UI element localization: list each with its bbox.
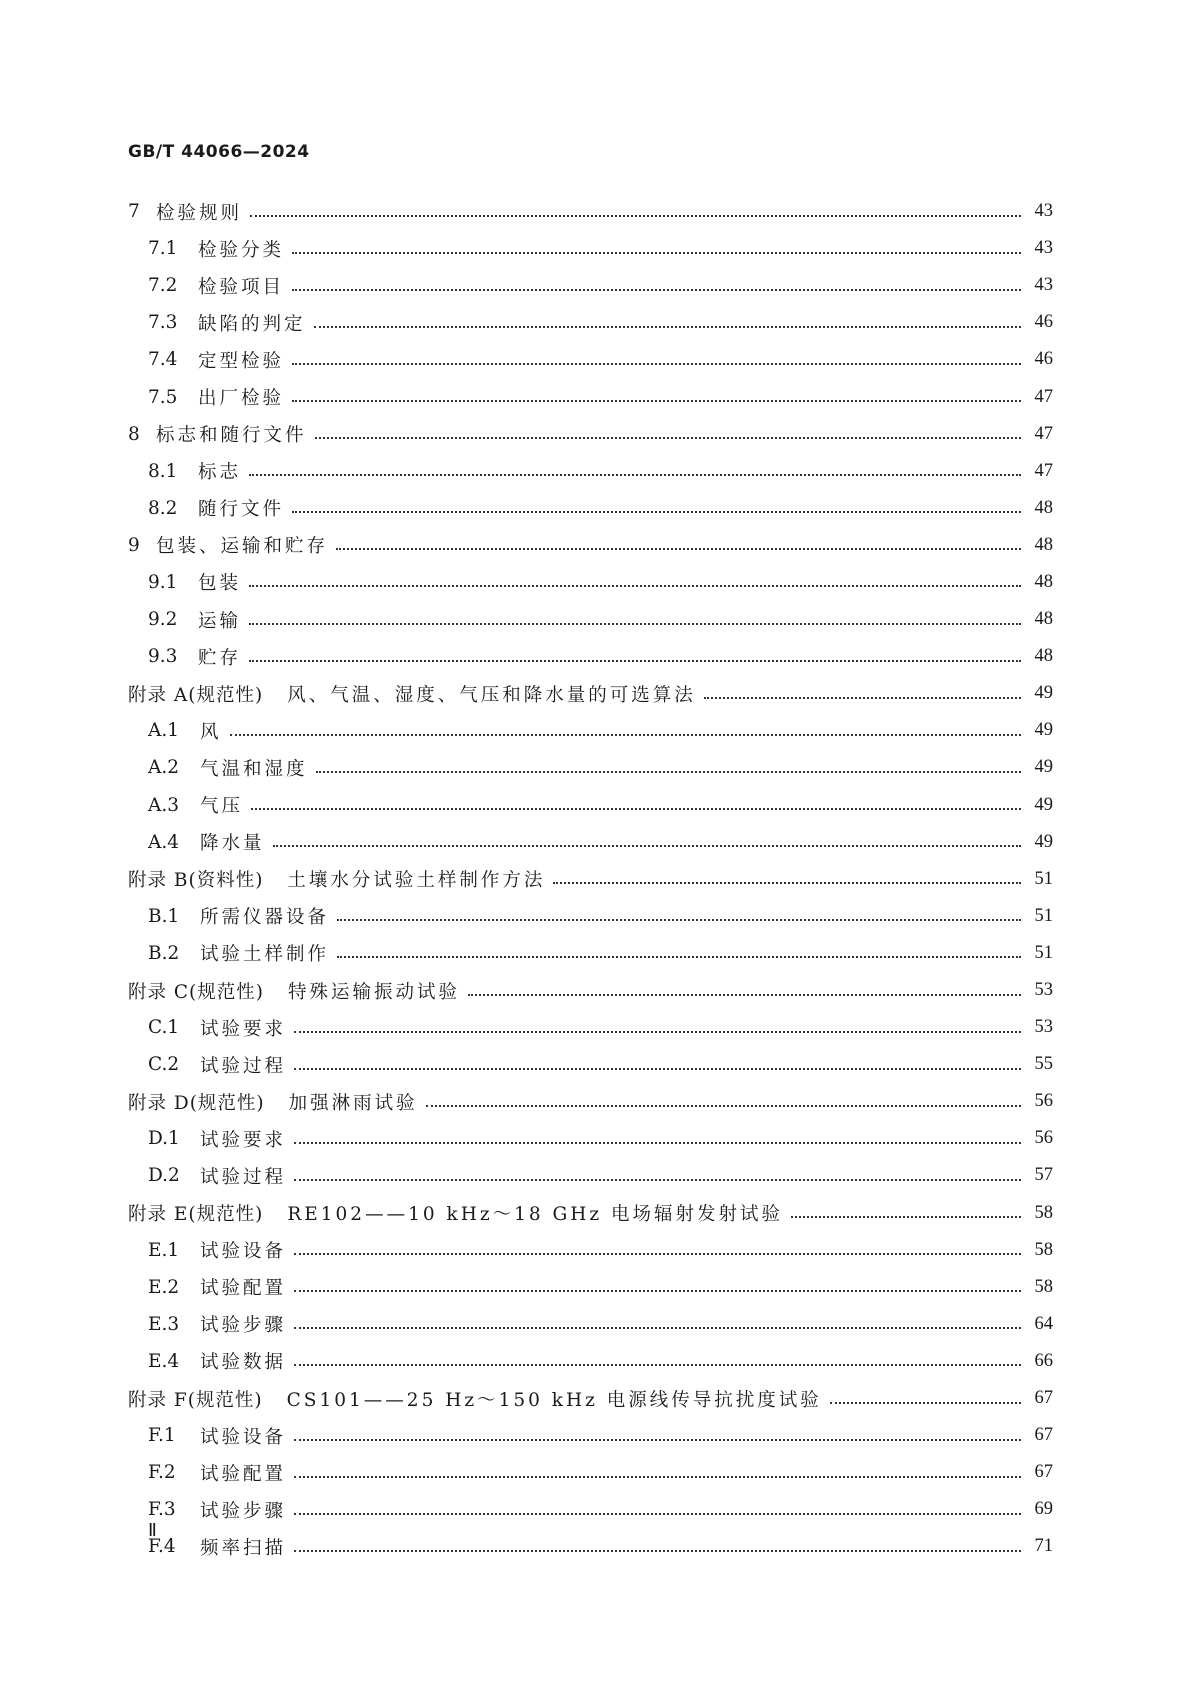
toc-entry-number: 8.1 xyxy=(148,460,178,482)
toc-leader-dots xyxy=(273,845,1021,847)
toc-entry-page: 47 xyxy=(1034,386,1053,407)
toc-leader-dots xyxy=(292,363,1021,365)
toc-entry-title: 缺陷的判定 xyxy=(198,313,306,335)
page-number: Ⅱ xyxy=(148,1520,157,1540)
table-of-contents xyxy=(128,193,1053,1565)
toc-entry[interactable] xyxy=(128,675,1053,712)
toc-entry-page: 51 xyxy=(1034,942,1053,963)
toc-entry[interactable] xyxy=(128,1306,1053,1343)
toc-entry-number: 7.2 xyxy=(148,275,178,297)
toc-entry-number: D.1 xyxy=(148,1128,180,1150)
toc-entry-number: 8.2 xyxy=(148,497,178,519)
toc-entry[interactable] xyxy=(128,1046,1053,1083)
toc-entry-number: D.2 xyxy=(148,1165,180,1187)
toc-leader-dots xyxy=(292,400,1021,402)
toc-entry[interactable] xyxy=(128,712,1053,749)
toc-leader-dots xyxy=(294,1031,1021,1033)
toc-entry-title: 风、气温、湿度、气压和降水量的可选算法 xyxy=(287,684,696,706)
toc-entry-number: 9 xyxy=(128,534,140,556)
toc-entry-page: 55 xyxy=(1034,1054,1053,1075)
toc-entry-page: 64 xyxy=(1034,1313,1053,1334)
toc-leader-dots xyxy=(249,660,1021,662)
toc-entry-title: 贮存 xyxy=(198,647,242,669)
toc-entry-number: E.2 xyxy=(148,1276,180,1298)
toc-entry-page: 71 xyxy=(1034,1536,1053,1557)
toc-entry[interactable] xyxy=(128,1454,1053,1491)
toc-entry-title: 包装 xyxy=(198,573,242,595)
toc-entry-page: 69 xyxy=(1034,1499,1053,1520)
toc-entry[interactable] xyxy=(128,527,1053,564)
toc-entry-page: 49 xyxy=(1034,720,1053,741)
toc-leader-dots xyxy=(249,585,1021,587)
toc-leader-dots xyxy=(294,1439,1021,1441)
toc-entry-number: 附录 C(规范性) xyxy=(128,981,264,1003)
toc-leader-dots xyxy=(294,1142,1021,1144)
toc-entry-page: 58 xyxy=(1034,1239,1053,1260)
toc-leader-dots xyxy=(314,326,1021,328)
toc-entry-title: 标志和随行文件 xyxy=(156,425,307,447)
toc-leader-dots xyxy=(294,1476,1021,1478)
toc-entry-title: 频率扫描 xyxy=(200,1537,287,1559)
toc-entry-title: 运输 xyxy=(198,610,242,632)
toc-entry[interactable] xyxy=(128,1491,1053,1528)
toc-entry-page: 56 xyxy=(1034,1128,1053,1149)
toc-entry-title: 试验配置 xyxy=(200,1278,287,1300)
toc-entry-number: 7.1 xyxy=(148,238,178,260)
toc-entry-page: 66 xyxy=(1034,1350,1053,1371)
toc-entry[interactable] xyxy=(128,787,1053,824)
toc-entry-number: 9.2 xyxy=(148,609,178,631)
toc-entry[interactable] xyxy=(128,898,1053,935)
toc-entry-title: 试验要求 xyxy=(200,1018,287,1040)
toc-entry-page: 67 xyxy=(1034,1462,1053,1483)
toc-entry-title: 定型检验 xyxy=(198,350,285,372)
toc-entry-page: 49 xyxy=(1034,794,1053,815)
toc-entry-title: 所需仪器设备 xyxy=(200,907,330,929)
toc-entry-title: CS101——25 Hz～150 kHz 电源线传导抗扰度试验 xyxy=(286,1389,822,1411)
toc-entry-number: F.4 xyxy=(148,1536,176,1558)
toc-leader-dots xyxy=(468,994,1021,996)
toc-entry-number: 8 xyxy=(128,423,140,445)
toc-entry[interactable] xyxy=(128,824,1053,861)
toc-entry-page: 51 xyxy=(1034,905,1053,926)
toc-entry-title: 风 xyxy=(200,721,222,743)
toc-entry-title: 出厂检验 xyxy=(198,388,285,410)
toc-entry-page: 47 xyxy=(1034,460,1053,481)
toc-entry-title: 试验步骤 xyxy=(200,1500,287,1522)
toc-entry[interactable] xyxy=(128,267,1053,304)
toc-entry[interactable] xyxy=(128,1269,1053,1306)
toc-entry-title: 降水量 xyxy=(200,833,265,855)
toc-entry-page: 57 xyxy=(1034,1165,1053,1186)
toc-entry-number: A.1 xyxy=(148,720,180,742)
toc-leader-dots xyxy=(294,1179,1021,1181)
toc-entry-page: 67 xyxy=(1034,1388,1053,1409)
toc-leader-dots xyxy=(250,215,1021,217)
toc-entry-page: 43 xyxy=(1034,201,1053,222)
toc-entry[interactable] xyxy=(128,416,1053,453)
toc-entry-title: 加强淋雨试验 xyxy=(288,1092,418,1114)
toc-leader-dots xyxy=(336,548,1021,550)
toc-leader-dots xyxy=(294,1550,1021,1552)
toc-leader-dots xyxy=(251,808,1021,810)
toc-entry-number: F.3 xyxy=(148,1499,176,1521)
toc-entry[interactable] xyxy=(128,453,1053,490)
toc-entry-page: 48 xyxy=(1034,497,1053,518)
toc-leader-dots xyxy=(553,882,1021,884)
toc-entry-number: 附录 A(规范性) xyxy=(128,684,264,706)
toc-entry[interactable] xyxy=(128,341,1053,378)
toc-entry-page: 47 xyxy=(1034,423,1053,444)
toc-entry-title: 试验过程 xyxy=(200,1055,287,1077)
toc-entry-title: 试验过程 xyxy=(200,1166,287,1188)
toc-entry[interactable] xyxy=(128,230,1053,267)
toc-entry-title: 随行文件 xyxy=(198,499,285,521)
toc-leader-dots xyxy=(315,437,1021,439)
toc-leader-dots xyxy=(294,1513,1021,1515)
toc-entry[interactable] xyxy=(128,193,1053,230)
toc-entry-page: 46 xyxy=(1034,312,1053,333)
toc-entry-number: 附录 D(规范性) xyxy=(128,1092,265,1114)
toc-entry[interactable] xyxy=(128,1009,1053,1046)
toc-entry[interactable] xyxy=(128,749,1053,786)
toc-entry-number: 附录 E(规范性) xyxy=(128,1204,264,1226)
toc-entry[interactable] xyxy=(128,564,1053,601)
toc-entry-page: 51 xyxy=(1034,868,1053,889)
toc-entry-title: 包装、运输和贮存 xyxy=(156,536,329,558)
toc-entry-title: 检验分类 xyxy=(198,239,285,261)
toc-entry-number: E.3 xyxy=(148,1313,180,1335)
toc-entry[interactable] xyxy=(128,1528,1053,1565)
toc-entry[interactable] xyxy=(128,378,1053,415)
toc-leader-dots xyxy=(294,1327,1021,1329)
toc-entry-page: 56 xyxy=(1034,1091,1053,1112)
toc-entry[interactable] xyxy=(128,638,1053,675)
toc-entry-title: 试验设备 xyxy=(200,1241,287,1263)
toc-entry-number: F.1 xyxy=(148,1425,176,1447)
toc-entry-page: 43 xyxy=(1034,275,1053,296)
toc-entry-page: 58 xyxy=(1034,1202,1053,1223)
toc-entry-title: 试验设备 xyxy=(200,1426,287,1448)
toc-entry-title: 特殊运输振动试验 xyxy=(287,981,460,1003)
toc-leader-dots xyxy=(830,1402,1021,1404)
toc-leader-dots xyxy=(316,771,1021,773)
toc-entry-page: 53 xyxy=(1034,980,1053,1001)
toc-entry[interactable] xyxy=(128,1232,1053,1269)
toc-leader-dots xyxy=(292,511,1021,513)
toc-entry-number: 7 xyxy=(128,201,140,223)
toc-entry-page: 48 xyxy=(1034,646,1053,667)
toc-entry-number: A.3 xyxy=(148,794,180,816)
toc-leader-dots xyxy=(704,697,1021,699)
toc-entry-number: 7.5 xyxy=(148,386,178,408)
toc-entry-title: 试验土样制作 xyxy=(200,944,330,966)
toc-entry-page: 48 xyxy=(1034,609,1053,630)
toc-leader-dots xyxy=(294,1253,1021,1255)
toc-entry[interactable] xyxy=(128,1120,1053,1157)
toc-entry-page: 48 xyxy=(1034,534,1053,555)
toc-leader-dots xyxy=(337,956,1021,958)
toc-entry[interactable] xyxy=(128,601,1053,638)
toc-entry-page: 49 xyxy=(1034,757,1053,778)
toc-entry-number: A.4 xyxy=(148,831,180,853)
toc-leader-dots xyxy=(230,734,1021,736)
toc-leader-dots xyxy=(292,289,1021,291)
toc-entry[interactable] xyxy=(128,1083,1053,1120)
toc-leader-dots xyxy=(294,1364,1021,1366)
toc-leader-dots xyxy=(426,1105,1021,1107)
toc-entry-page: 49 xyxy=(1034,683,1053,704)
toc-leader-dots xyxy=(249,623,1021,625)
toc-entry[interactable] xyxy=(128,1343,1053,1380)
toc-leader-dots xyxy=(294,1290,1021,1292)
toc-leader-dots xyxy=(249,474,1021,476)
toc-entry-title: 气压 xyxy=(200,796,244,818)
toc-entry[interactable] xyxy=(128,1417,1053,1454)
toc-entry[interactable] xyxy=(128,935,1053,972)
toc-entry-title: 试验配置 xyxy=(200,1463,287,1485)
toc-entry[interactable] xyxy=(128,861,1053,898)
toc-entry-title: 试验步骤 xyxy=(200,1315,287,1337)
toc-entry-number: 9.1 xyxy=(148,571,178,593)
toc-entry-page: 49 xyxy=(1034,831,1053,852)
toc-entry-title: 土壤水分试验土样制作方法 xyxy=(287,870,546,892)
toc-entry-number: 7.3 xyxy=(148,312,178,334)
toc-entry-number: F.2 xyxy=(148,1462,176,1484)
toc-leader-dots xyxy=(292,252,1021,254)
toc-entry-number: A.2 xyxy=(148,757,180,779)
toc-entry[interactable] xyxy=(128,1380,1053,1417)
toc-entry-number: B.2 xyxy=(148,942,180,964)
toc-entry-number: E.4 xyxy=(148,1350,180,1372)
toc-entry[interactable] xyxy=(128,490,1053,527)
toc-entry-title: 气温和湿度 xyxy=(200,758,308,780)
toc-entry[interactable] xyxy=(128,304,1053,341)
toc-entry-page: 53 xyxy=(1034,1017,1053,1038)
toc-entry-number: E.1 xyxy=(148,1239,180,1261)
toc-entry-title: 试验要求 xyxy=(200,1129,287,1151)
toc-entry-page: 48 xyxy=(1034,571,1053,592)
toc-entry-page: 46 xyxy=(1034,349,1053,370)
toc-entry-title: 试验数据 xyxy=(200,1352,287,1374)
toc-entry-number: 附录 F(规范性) xyxy=(128,1389,263,1411)
toc-entry-number: C.1 xyxy=(148,1017,180,1039)
toc-entry-title: 检验规则 xyxy=(156,202,243,224)
toc-entry-page: 43 xyxy=(1034,238,1053,259)
toc-entry-number: B.1 xyxy=(148,905,180,927)
toc-entry-number: 7.4 xyxy=(148,349,178,371)
toc-entry[interactable] xyxy=(128,1195,1053,1232)
toc-entry[interactable] xyxy=(128,1157,1053,1194)
toc-entry-number: 9.3 xyxy=(148,646,178,668)
toc-leader-dots xyxy=(294,1068,1021,1070)
toc-entry-number: 附录 B(资料性) xyxy=(128,870,264,892)
toc-entry-title: 标志 xyxy=(198,462,242,484)
toc-leader-dots xyxy=(791,1216,1021,1218)
toc-entry-number: C.2 xyxy=(148,1054,180,1076)
toc-entry-page: 58 xyxy=(1034,1276,1053,1297)
toc-leader-dots xyxy=(337,919,1021,921)
toc-entry-title: 检验项目 xyxy=(198,276,285,298)
toc-entry[interactable] xyxy=(128,972,1053,1009)
toc-entry-title: RE102——10 kHz～18 GHz 电场辐射发射试验 xyxy=(287,1204,784,1226)
toc-entry-page: 67 xyxy=(1034,1425,1053,1446)
standard-code-header: GB/T 44066—2024 xyxy=(128,142,310,162)
